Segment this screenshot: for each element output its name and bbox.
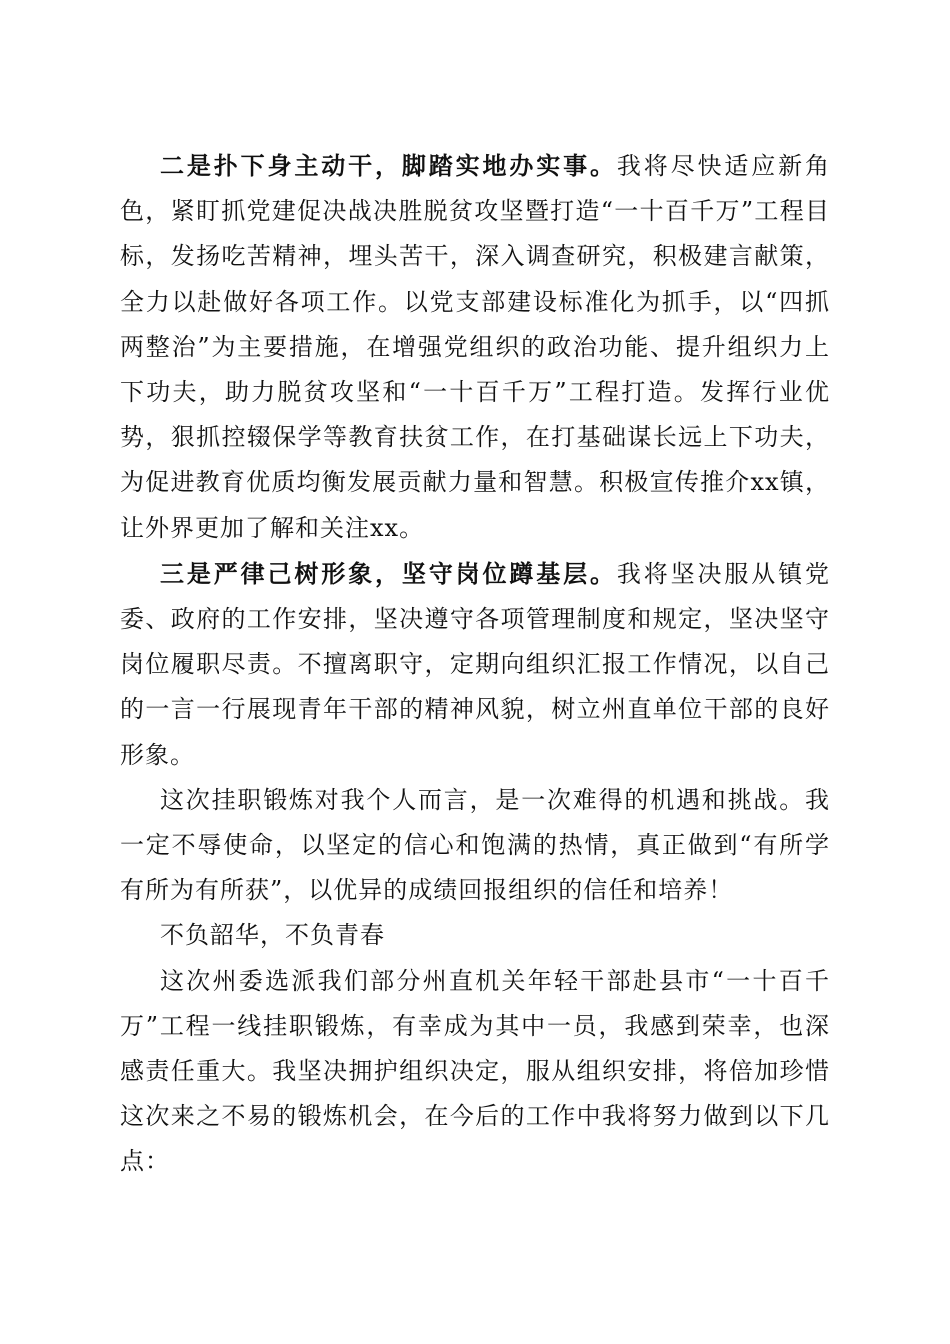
section-title <box>120 913 830 958</box>
paragraph-text: 这次挂职锻炼对我个人而言，是一次难得的机遇和挑战。我一定不辱使命，以坚定的信心和饱满的热情，真正做到“有所学有所为有所获”，以优异的成绩回报组织的信任和培养！ <box>120 785 830 905</box>
section-title-text: 不负韶华，不负青春 <box>160 921 385 950</box>
document-page <box>120 143 830 1185</box>
paragraph-point-two <box>120 143 830 551</box>
paragraph-conclusion <box>120 778 830 914</box>
paragraph-point-three <box>120 551 830 778</box>
paragraph-heading: 三是严律己树形象，坚守岗位蹲基层。 <box>160 558 617 588</box>
paragraph-text: 这次州委选派我们部分州直机关年轻干部赴县市“一十百千万”工程一线挂职锻炼，有幸成为其中一员，我感到荣幸，也深感责任重大。我坚决拥护组织决定，服从组织安排，将倍加珍惜这次来之不易的锻炼机会，在今后的工作中我将努力做到以下几点： <box>120 966 830 1176</box>
paragraph-text: 我将尽快适应新角色，紧盯抓党建促决战决胜脱贫攻坚暨打造“一十百千万”工程目标，发扬吃苦精神，埋头苦干，深入调查研究，积极建言献策，全力以赴做好各项工作。以党支部建设标准化为抓手，以“四抓两整治”为主要措施，在增强党组织的政治功能、提升组织力上下功夫，助力脱贫攻坚和“一十百千万”工程打造。发挥行业优势，狠抓控辍保学等教育扶贫工作，在打基础谋长远上下功夫，为促进教育优质均衡发展贡献力量和智慧。积极宣传推介xx镇，让外界更加了解和关注xx。 <box>120 152 830 542</box>
paragraph-heading: 二是扑下身主动干，脚踏实地办实事。 <box>160 151 617 180</box>
paragraph-intro <box>120 959 830 1185</box>
paragraph-text: 我将坚决服从镇党委、政府的工作安排，坚决遵守各项管理制度和规定，坚决坚守岗位履职尽责。不擅离职守，定期向组织汇报工作情况，以自己的一言一行展现青年干部的精神风貌，树立州直单位干部的良好形象。 <box>120 559 830 769</box>
